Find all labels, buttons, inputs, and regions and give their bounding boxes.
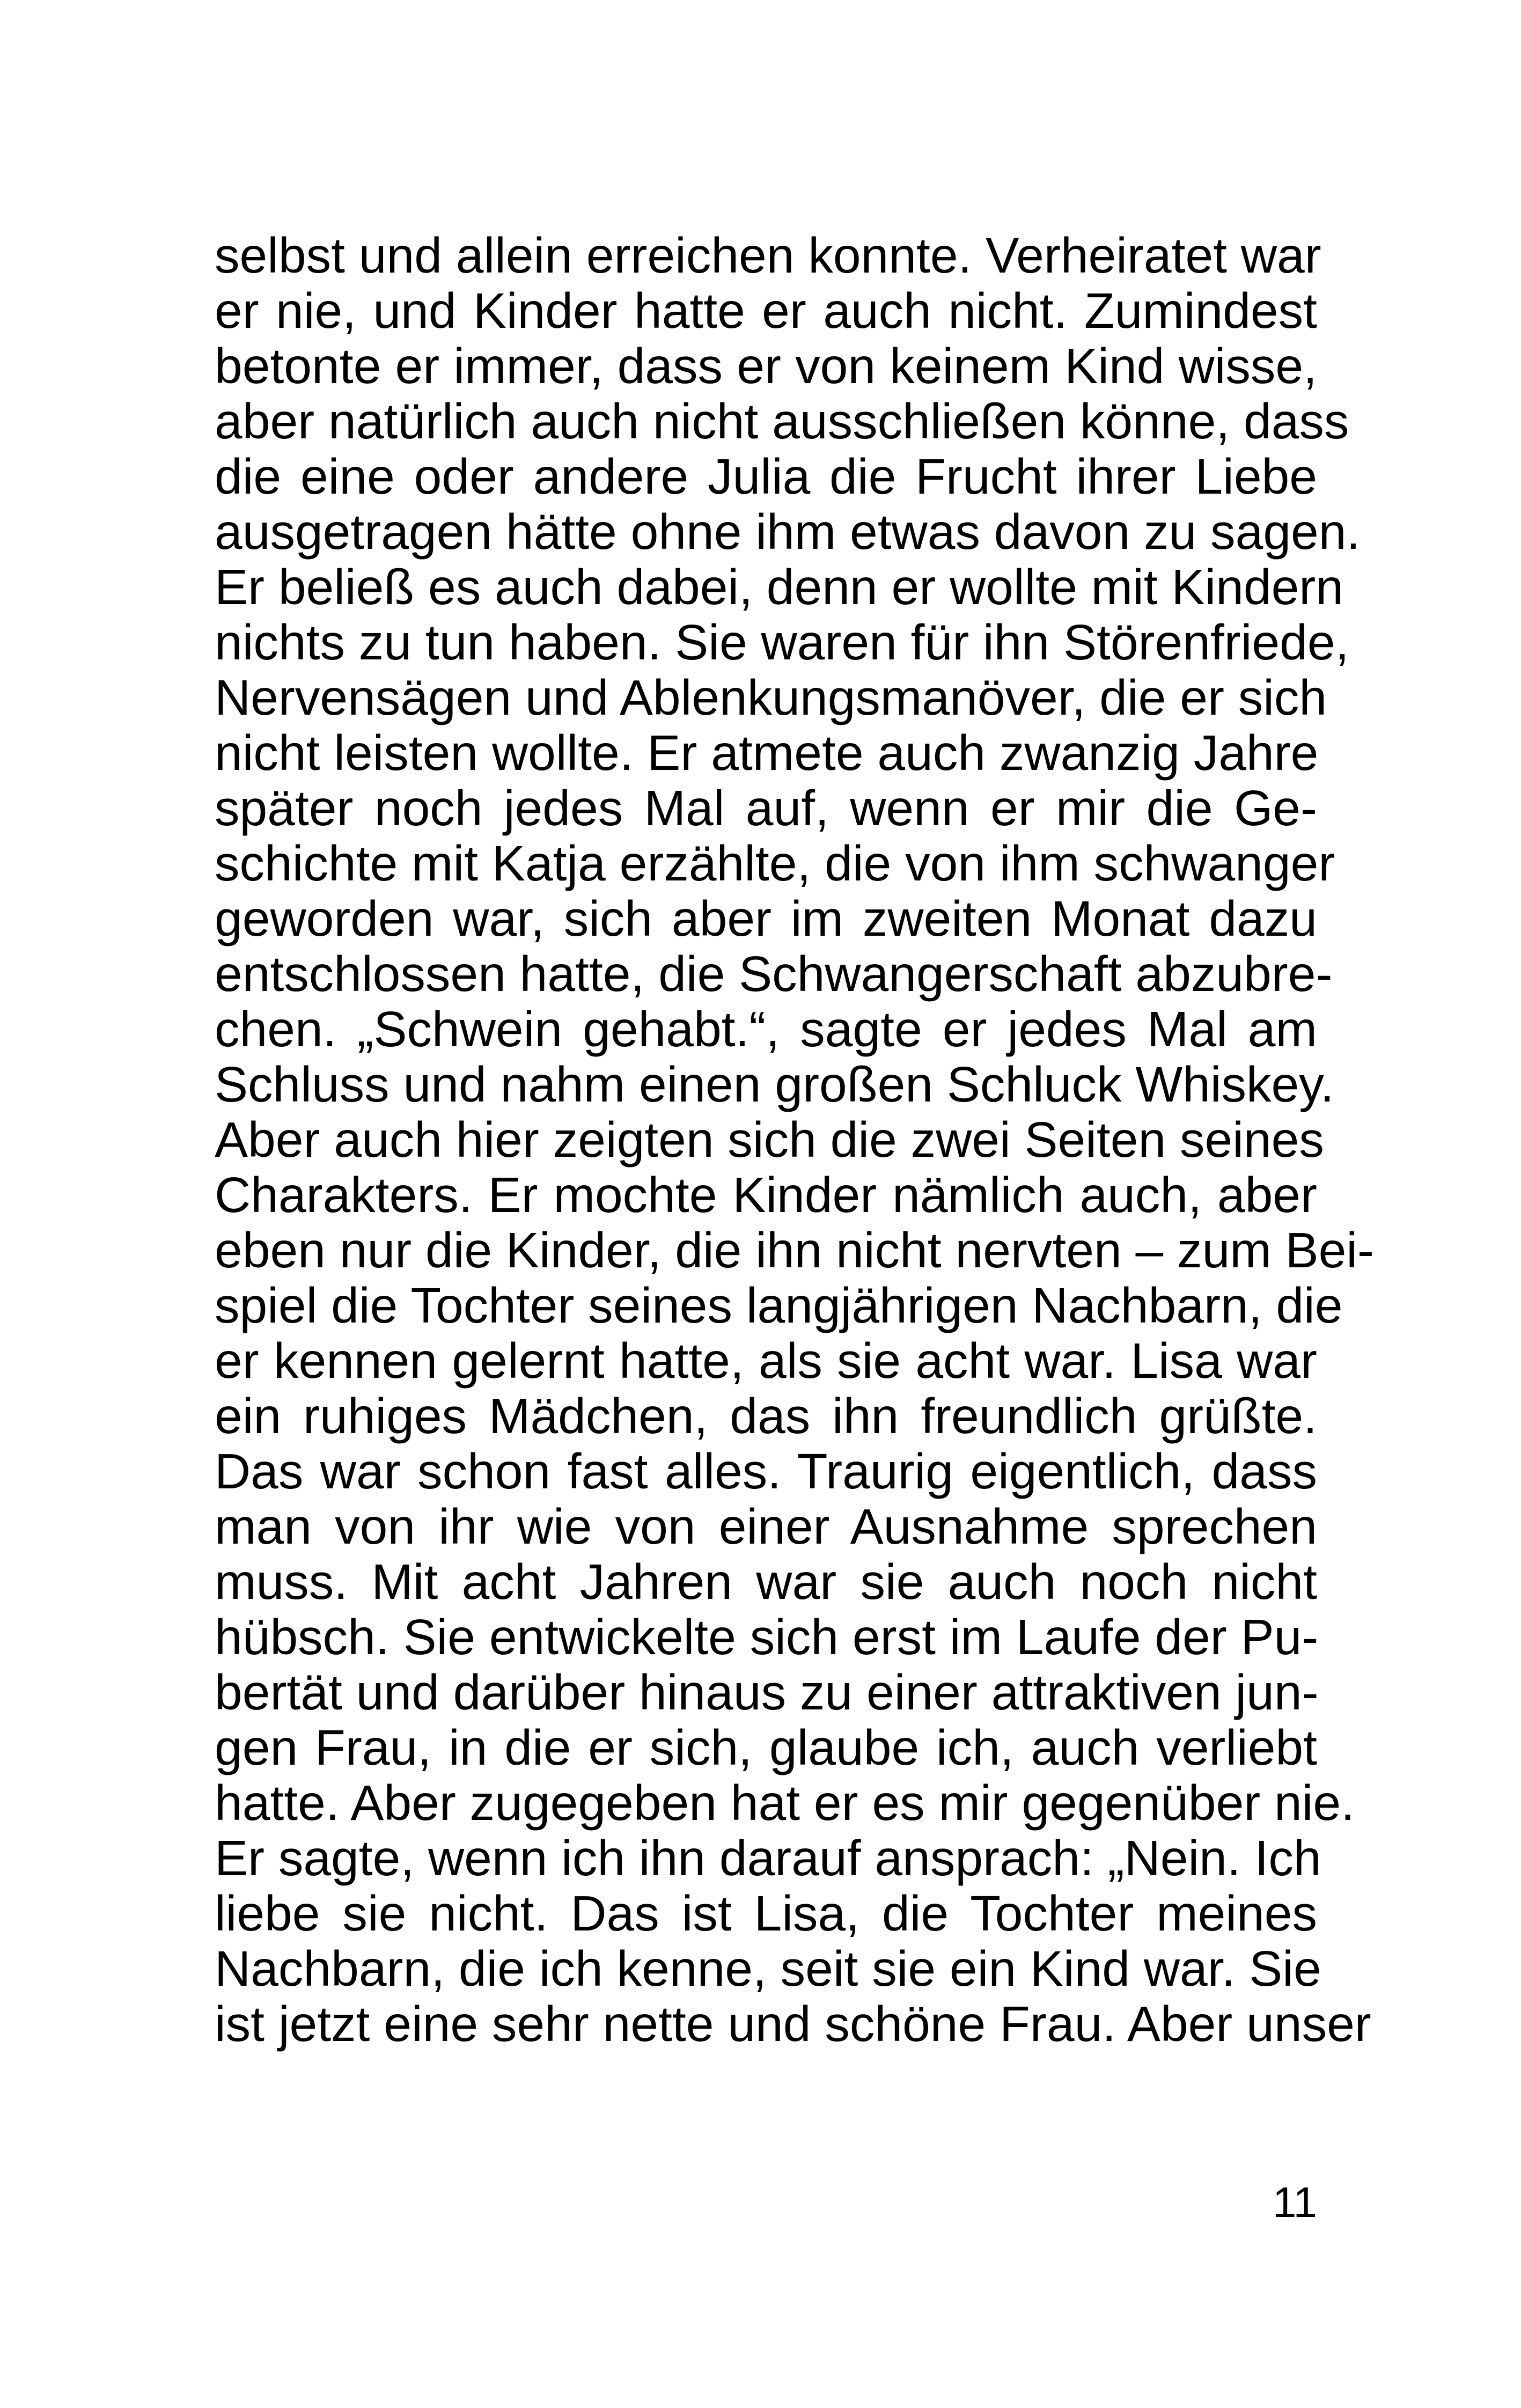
text-line: schichte mit Katja erzählte, die von ihm schwanger bbox=[215, 835, 1335, 891]
text-line: ist jetzt eine sehr nette und schöne Frau. Aber unser bbox=[215, 1996, 1371, 2052]
text-line: chen. „Schwein gehabt.“, sagte er jedes Mal am bbox=[215, 1001, 1317, 1057]
text-line: die eine oder andere Julia die Frucht ihrer Liebe bbox=[215, 449, 1317, 504]
text-line: aber natürlich auch nicht ausschließen könne, dass bbox=[215, 393, 1349, 449]
body-text bbox=[215, 227, 1374, 2052]
text-line: hatte. Aber zugegeben hat er es mir gegenüber nie. bbox=[215, 1775, 1355, 1831]
text-line: Charakters. Er mochte Kinder nämlich auch, aber bbox=[215, 1167, 1317, 1223]
text-line: muss. Mit acht Jahren war sie auch noch nicht bbox=[215, 1554, 1317, 1610]
text-line: Das war schon fast alles. Traurig eigentlich, dass bbox=[215, 1443, 1317, 1499]
text-line: gen Frau, in die er sich, glaube ich, auch verliebt bbox=[215, 1720, 1317, 1775]
text-line: entschlossen hatte, die Schwangerschaft abzubre- bbox=[215, 946, 1333, 1002]
page-number: 11 bbox=[1272, 2178, 1317, 2226]
text-line: Aber auch hier zeigten sich die zwei Seiten seines bbox=[215, 1112, 1324, 1168]
text-line: Nervensägen und Ablenkungsmanöver, die er sich bbox=[215, 670, 1327, 725]
text-line: er kennen gelernt hatte, als sie acht war. Lisa war bbox=[215, 1333, 1317, 1389]
text-line: selbst und allein erreichen konnte. Verheiratet war bbox=[215, 227, 1321, 283]
text-line: eben nur die Kinder, die ihn nicht nervten – zum Bei- bbox=[215, 1222, 1374, 1278]
text-line: liebe sie nicht. Das ist Lisa, die Tochter meines bbox=[215, 1885, 1317, 1941]
text-line: man von ihr wie von einer Ausnahme sprechen bbox=[215, 1499, 1317, 1554]
text-line: Er sagte, wenn ich ihn darauf ansprach: „Nein. Ich bbox=[215, 1830, 1321, 1886]
text-line: geworden war, sich aber im zweiten Monat dazu bbox=[215, 891, 1317, 946]
text-line: Nachbarn, die ich kenne, seit sie ein Kind war. Sie bbox=[215, 1941, 1321, 1996]
text-line: Schluss und nahm einen großen Schluck Whiskey. bbox=[215, 1056, 1334, 1112]
text-line: Er beließ es auch dabei, denn er wollte mit Kindern bbox=[215, 559, 1343, 615]
text-line: später noch jedes Mal auf, wenn er mir die Ge- bbox=[215, 780, 1317, 836]
text-line: ausgetragen hätte ohne ihm etwas davon zu sagen. bbox=[215, 504, 1361, 560]
text-line: nichts zu tun haben. Sie waren für ihn Störenfriede, bbox=[215, 614, 1349, 670]
text-line: betonte er immer, dass er von keinem Kind wisse, bbox=[215, 338, 1317, 394]
text-line: ein ruhiges Mädchen, das ihn freundlich grüßte. bbox=[215, 1388, 1317, 1444]
text-line: hübsch. Sie entwickelte sich erst im Laufe der Pu- bbox=[215, 1609, 1319, 1665]
text-line: nicht leisten wollte. Er atmete auch zwanzig Jahre bbox=[215, 725, 1319, 781]
text-line: er nie, und Kinder hatte er auch nicht. Zumindest bbox=[215, 283, 1317, 339]
text-line: spiel die Tochter seines langjährigen Nachbarn, die bbox=[215, 1278, 1343, 1333]
text-line: bertät und darüber hinaus zu einer attraktiven jun- bbox=[215, 1664, 1319, 1720]
